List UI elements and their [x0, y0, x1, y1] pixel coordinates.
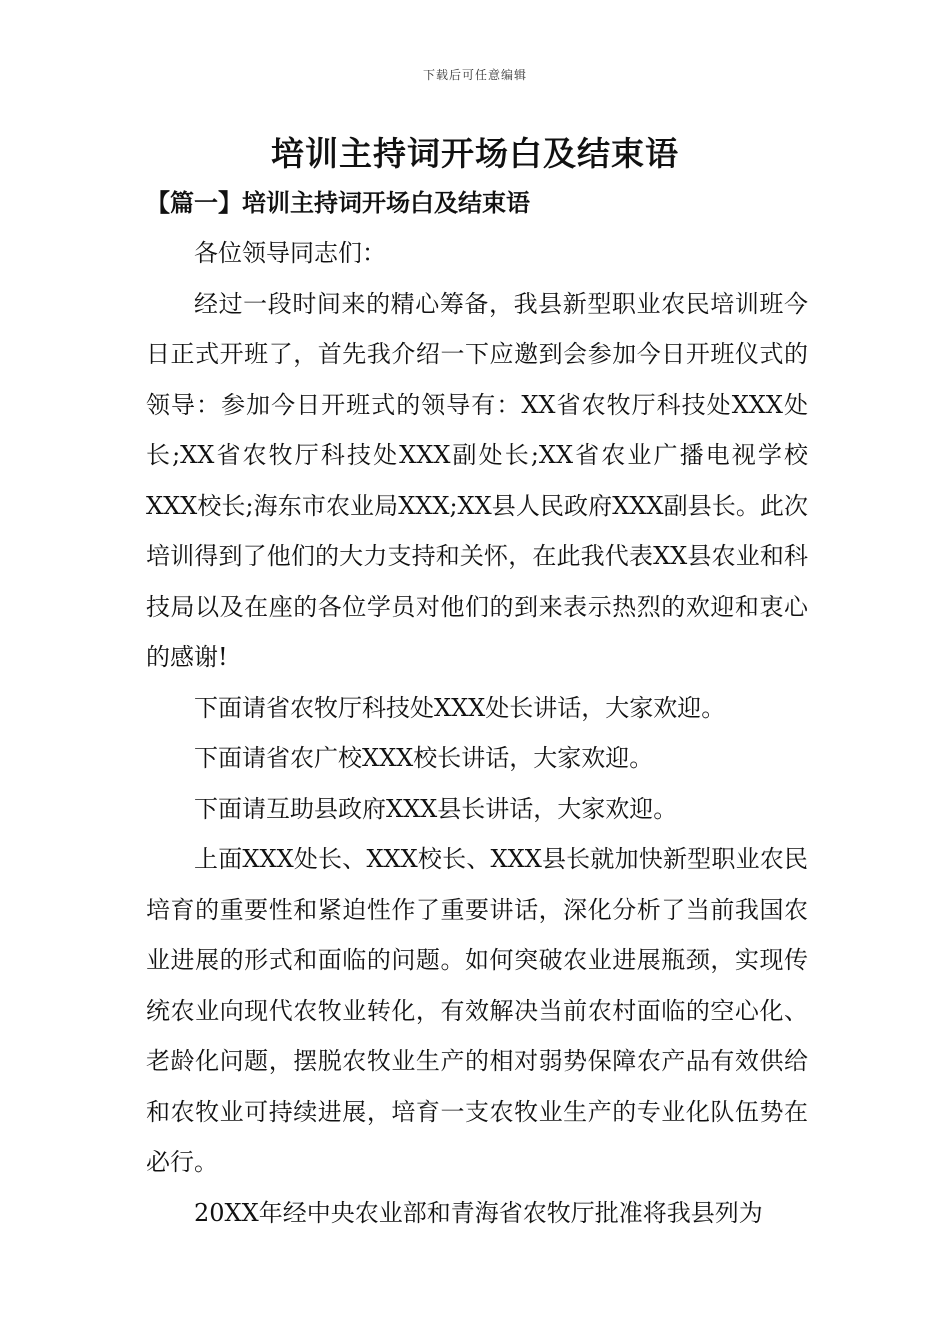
body-paragraph: 上面XXX处长、XXX校长、XXX县长就加快新型职业农民培育的重要性和紧迫性作了重要讲话，深化分析了当前我国农业进展的形式和面临的问题。如何突破农业进展瓶颈，实现传统农业向现代农牧业转化，有效解决当前农村面临的空心化、老龄化问题，摆脱农牧业生产的相对弱势保障农产品有效供给和农牧业可持续进展，培育一支农牧业生产的专业化队伍势在必行。: [146, 845, 808, 1176]
salutation-paragraph: 各位领导同志们：: [194, 239, 386, 267]
body-paragraph: 下面请省农牧厅科技处XXX处长讲话，大家欢迎。: [194, 693, 726, 722]
body-paragraph: 经过一段时间来的精心筹备，我县新型职业农民培训班今日正式开班了，首先我介绍一下应邀到会参加今日开班仪式的领导：参加今日开班式的领导有：XX省农牧厅科技处XXX处长;XX省农牧厅科技处XXX副处长;XX省农业广播电视学校XXX校长;海东市农业局XXX;XX县人民政府XXX副县长。此次培训得到了他们的大力支持和关怀，在此我代表XX县农业和科技局以及在座的各位学员对他们的到来表示热烈的欢迎和衷心的感谢!: [146, 289, 808, 671]
document-body: [146, 228, 808, 1238]
body-paragraph: 20XX年经中央农业部和青海省农牧厅批准将我县列为: [194, 1198, 763, 1227]
document-title: 培训主持词开场白及结束语: [271, 134, 679, 173]
header-note: 下载后可任意编辑: [422, 68, 527, 82]
section-heading: 【篇一】培训主持词开场白及结束语: [146, 188, 530, 217]
body-paragraph: 下面请互助县政府XXX县长讲话，大家欢迎。: [194, 794, 678, 823]
body-paragraph: 下面请省农广校XXX校长讲话，大家欢迎。: [194, 744, 654, 772]
